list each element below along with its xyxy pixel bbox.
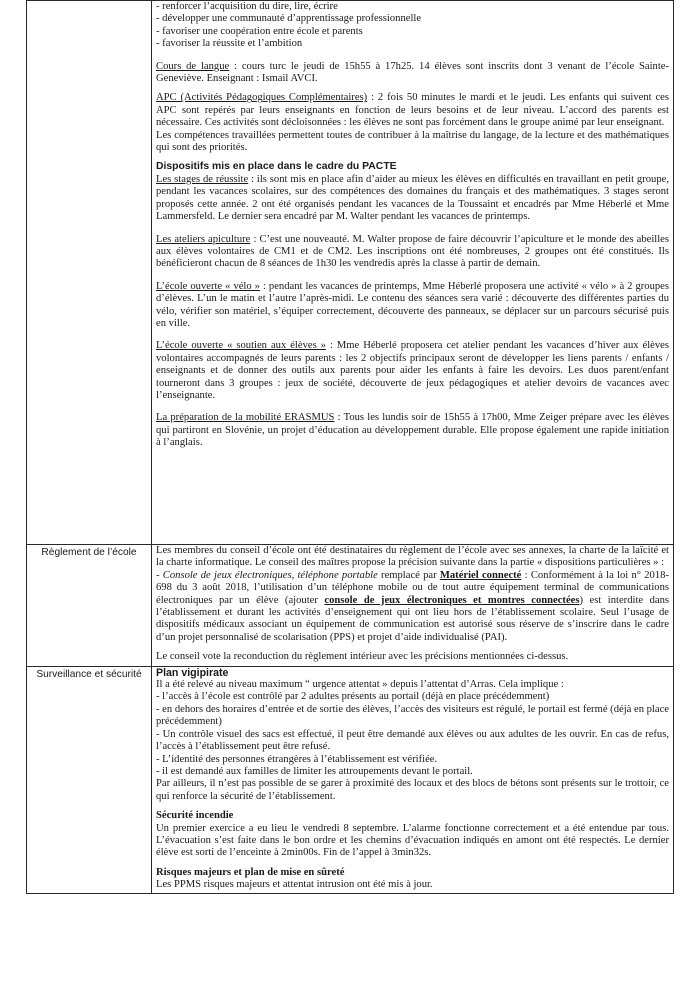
- table-row-securite: [27, 666, 674, 893]
- list-item: - Un contrôle visuel des sacs est effectué, il peut être demandé aux élèves ou aux adultes de les ouvrir. En cas de refus, l’accès à l’établissement peut être refusé.: [156, 728, 669, 753]
- stages-text: : ils sont mis en place afin d’aider au mieux les élèves en difficultés en travaillant en petit groupe, pendant les vacances scolaires, sur des compétences des domaines du français et des mathématiques. 3 stages seront proposés cette année. 2 ont été organisés pendant les vacances de la Toussaint et encadrés par Mme Héberlé et Mme Lammersfeld. Le dernier sera encadré par M. Walter pendant les vacances de printemps.: [156, 173, 670, 223]
- reglement-paragraph-2: [156, 570, 669, 644]
- law-text-end: ) est interdite dans l’établissement et durant les activités d’enseignement qui ont lieu hors de l’établissement scolaire. Seul l’usage de dispositifs médicaux associant un équipement de communication est autorisé sous réserve de s’inscrire dans le cadre d’un projet personnalisé de scolarisation (PPS) et projet d’aide individualisé (PAI).: [156, 594, 669, 643]
- stages-paragraph: [156, 174, 669, 224]
- apiculture-text: : C’est une nouveauté. M. Walter propose de faire découvrir l’apiculture et le monde des abeilles aux élèves volontaires de CM1 et de CM2. Les inscriptions ont été nombreuses, 2 groupes ont été constitués. Ils bénéficieront chacun de 8 séances de 1h30 les vendredis après la classe à partir de demain.: [156, 233, 669, 270]
- row-label-cell: [27, 545, 152, 667]
- apiculture-title: Les ateliers apiculture: [156, 233, 251, 245]
- replaced-text: Console de jeux électroniques, téléphone portable: [162, 569, 378, 581]
- incendie-text: Un premier exercice a eu lieu le vendredi 8 septembre. L’alarme fonctionne correctement et a été entendue par tous. L’évacuation s’est faite dans le bon ordre et les chemins d’évacuation indiqués en amont ont été respectés. Le dernier élève est sorti de l’enceinte à 2min00s. Fin de l’appel à 3min32s.: [156, 822, 669, 859]
- mid-text: remplacé par: [377, 569, 440, 581]
- list-item: - en dehors des horaires d’entrée et de sortie des élèves, l’accès des visiteurs est régulé, le portail est fermé (déjà en place précédemment): [156, 703, 669, 728]
- stages-title: Les stages de réussite: [156, 173, 249, 185]
- velo-paragraph: [156, 281, 669, 331]
- vigipirate-list: [156, 679, 669, 803]
- row-label-cell: [27, 1, 152, 545]
- pacte-heading: Dispositifs mis en place dans le cadre du PACTE: [156, 161, 397, 173]
- reglement-vote: Le conseil vote la reconduction du règlement intérieur avec les précisions mentionnées ci-dessus.: [156, 651, 569, 663]
- document-page: [26, 0, 674, 974]
- table-row-reglement: [27, 545, 674, 667]
- soutien-paragraph: [156, 340, 669, 402]
- list-item: - renforcer l’acquisition du dire, lire, écrire: [156, 1, 338, 12]
- law-text: : Conformément à la loi n° 2018-698 du 3 août 2018, l’utilisation d’un téléphone mobile ou de tout autre équipement terminal de communications électroniques par un élève (ajouter: [156, 569, 669, 606]
- table-row-actions: [27, 1, 674, 545]
- list-item: Il a été relevé au niveau maximum “ urgence attentat » depuis l’attentat d’Arras. Cela implique :: [156, 679, 564, 691]
- soutien-text: : Mme Héberlé proposera cet atelier pendant les vacances d’hiver aux élèves volontaires accompagnés de leurs parents : les 2 objectifs principaux seront de développer les liens parents / enfants / enseignants et de donner des outils aux parents pour aider les enfants à faire les devoirs. Les duos parent/enfant tourneront dans 3 groupes : jeux de société, découverte de jeux pédagogiques et atelier devoirs de vacances avec l’enseignante.: [156, 340, 669, 401]
- langue-paragraph: [156, 61, 669, 86]
- apc-text: : 2 fois 50 minutes le mardi et le jeudi. Les enfants qui suivent ces APC sont repérés par leurs enseignants en fonction de leurs besoins et de leur niveau. L’accord des parents est nécessaire. Ces activités sont décloisonnées : les élèves ne sont pas forcément dans le groupe animé par leur enseignant.: [156, 92, 669, 129]
- added-term: console de jeux électroniques et montres connectées: [324, 594, 580, 606]
- row-label: Surveillance et sécurité: [36, 668, 142, 680]
- erasmus-paragraph: [156, 412, 669, 449]
- row-content-cell: [152, 666, 674, 893]
- incendie-heading: Sécurité incendie: [156, 810, 234, 822]
- velo-text: : pendant les vacances de printemps, Mme Héberlé proposera une activité « vélo » à 2 groupes d’élèves. L’un le matin et l’autre l’après-midi. Le contenu des séances sera varié : découverte des différentes parties du vélo, vérifier son matériel, s’équiper correctement, découverte des panneaux, se déplacer sur un parcours sécurisé puis en ville.: [156, 280, 669, 329]
- list-item: - L’identité des personnes étrangères à l’établissement est vérifiée.: [156, 753, 438, 765]
- objectives-list: [156, 1, 669, 51]
- row-label-cell: [27, 666, 152, 893]
- minutes-table: [26, 0, 674, 894]
- langue-title: Cours de langue: [156, 60, 230, 72]
- apc-paragraph: [156, 92, 669, 129]
- risques-heading: Risques majeurs et plan de mise en sûreté: [156, 866, 345, 878]
- list-item: Par ailleurs, il n’est pas possible de se garer à proximité des locaux et des blocs de bétons sont présents sur le trottoir, ce qui renforce la sécurité de l’établissement.: [156, 778, 669, 802]
- row-content-cell: [152, 1, 674, 545]
- row-label: Règlement de l’école: [41, 547, 137, 558]
- langue-text: : cours turc le jeudi de 15h55 à 17h25. 14 élèves sont inscrits dont 3 venant de l’école Sainte-Geneviève. Enseignant : Ismail AVCI.: [156, 60, 669, 85]
- soutien-title: L’école ouverte « soutien aux élèves »: [156, 340, 326, 352]
- dash-text: -: [156, 569, 163, 581]
- list-item: - favoriser la réussite et l’ambition: [156, 38, 303, 50]
- list-item: - développer une communauté d’apprentissage professionnelle: [156, 13, 422, 25]
- erasmus-title: La préparation de la mobilité ERASMUS: [156, 412, 335, 424]
- apiculture-paragraph: [156, 234, 669, 271]
- vigipirate-heading: Plan vigipirate: [156, 666, 229, 679]
- erasmus-text: : Tous les lundis soir de 15h55 à 17h00, Mme Zeiger prépare avec les élèves qui partiront en Slovénie, un projet d’éducation au développement durable. Elle propose également une rapide initiation à l’anglais.: [156, 412, 669, 449]
- reglement-paragraph-1: Les membres du conseil d’école ont été destinataires du règlement de l’école avec ses annexes, la charte de la laïcité et la charte informatique. Le conseil des maîtres propose la précision suivante dans la partie « dispositions particulières » :: [156, 545, 669, 569]
- row-content-cell: [152, 545, 674, 667]
- apc-paragraph-2: Les compétences travaillées permettent toutes de contribuer à la maîtrise du langage, de la lecture et des mathématiques qui sont des priorités.: [156, 129, 669, 154]
- new-term: Matériel connecté: [439, 569, 522, 581]
- risques-text: Les PPMS risques majeurs et attentat intrusion ont été mis à jour.: [156, 879, 433, 891]
- list-item: - favoriser une coopération entre école et parents: [156, 25, 363, 37]
- apc-title: APC (Activités Pédagogiques Complémentaires): [156, 92, 368, 104]
- list-item: - l’accès à l’école est contrôlé par 2 adultes présents au portail (déjà en place précédemment): [156, 691, 550, 703]
- velo-title: L’école ouverte « vélo »: [156, 280, 260, 292]
- list-item: - il est demandé aux familles de limiter les attroupements devant le portail.: [156, 765, 473, 777]
